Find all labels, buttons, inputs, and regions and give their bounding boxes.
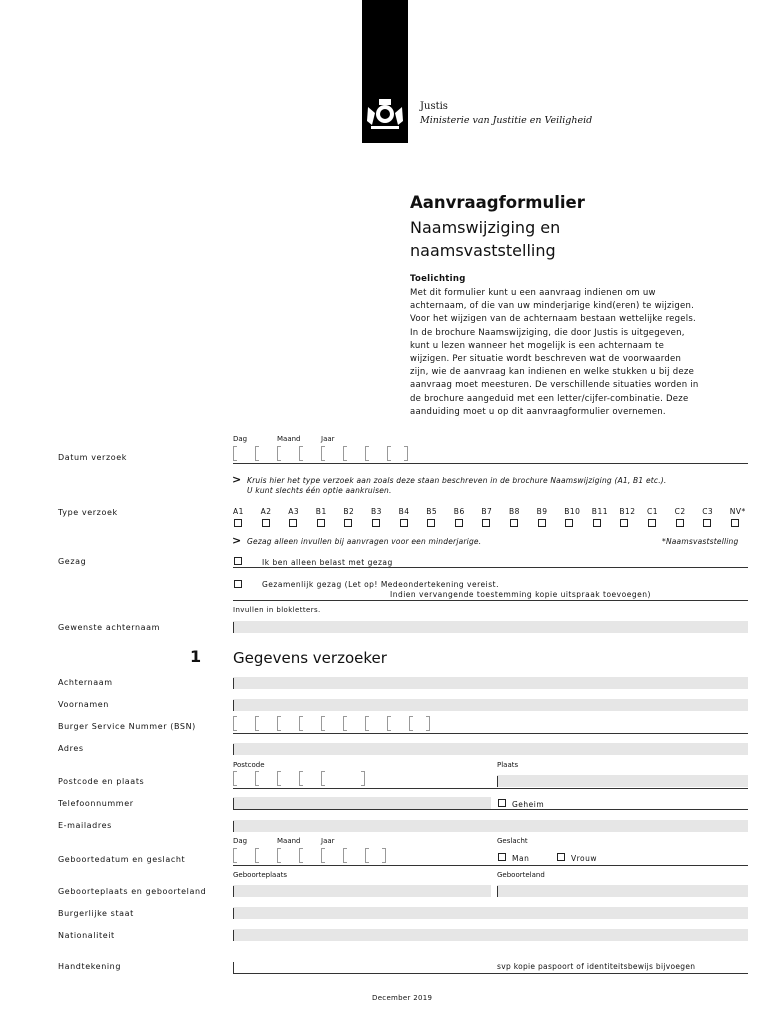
form-title: Aanvraagformulier xyxy=(410,193,585,212)
bsn-label: Burger Service Nummer (BSN) xyxy=(58,722,196,731)
divider xyxy=(233,733,748,734)
logo-bar xyxy=(362,0,408,143)
type-option-label: B1 xyxy=(315,507,327,516)
divider xyxy=(233,865,748,866)
type-option-checkbox[interactable] xyxy=(538,519,546,527)
vrouw-label: Vrouw xyxy=(571,854,598,863)
email-input[interactable] xyxy=(233,820,748,832)
divider xyxy=(233,600,748,601)
vrouw-checkbox[interactable] xyxy=(557,853,565,861)
geboortedatum-label: Geboortedatum en geslacht xyxy=(58,855,186,864)
type-option-checkbox[interactable] xyxy=(427,519,435,527)
geb-jaar-label: Jaar xyxy=(321,837,335,845)
footer-date: December 2019 xyxy=(372,994,433,1002)
arrow-icon: > xyxy=(232,473,242,486)
type-option-label: A3 xyxy=(288,507,300,516)
toelichting-heading: Toelichting xyxy=(410,274,466,284)
type-option-checkbox[interactable] xyxy=(262,519,270,527)
geboorteplaats-sublabel: Geboorteplaats xyxy=(233,871,288,879)
gezag-alleen-checkbox[interactable] xyxy=(234,557,242,565)
adres-input[interactable] xyxy=(233,743,748,755)
achternaam-input[interactable] xyxy=(233,677,748,689)
arrow-icon: > xyxy=(232,534,242,547)
type-option-label: B12 xyxy=(619,507,636,516)
nationaliteit-input[interactable] xyxy=(233,929,748,941)
man-checkbox[interactable] xyxy=(498,853,506,861)
geb-maand-label: Maand xyxy=(277,837,301,845)
type-option-label: B6 xyxy=(453,507,465,516)
type-option-label: B2 xyxy=(343,507,355,516)
type-instruction-2: U kunt slechts één optie aankruisen. xyxy=(247,486,392,495)
voornamen-label: Voornamen xyxy=(58,700,109,709)
adres-label: Adres xyxy=(58,744,84,753)
plaats-input[interactable] xyxy=(497,775,748,787)
nv-footnote: *Naamsvaststelling xyxy=(662,537,739,546)
gezag-alleen-label: Ik ben alleen belast met gezag xyxy=(262,558,393,567)
type-option-checkbox[interactable] xyxy=(676,519,684,527)
datum-maand-label: Maand xyxy=(277,435,301,443)
type-option-checkbox[interactable] xyxy=(400,519,408,527)
blokletters-hint: Invullen in blokletters. xyxy=(233,606,321,614)
type-option-checkbox[interactable] xyxy=(455,519,463,527)
datum-verzoek-label: Datum verzoek xyxy=(58,453,127,462)
divider xyxy=(233,973,748,974)
ministry-name: Ministerie van Justitie en Veiligheid xyxy=(420,115,593,126)
type-option-checkbox[interactable] xyxy=(731,519,739,527)
type-option-label: B5 xyxy=(426,507,438,516)
type-option-checkbox[interactable] xyxy=(648,519,656,527)
type-option-checkbox[interactable] xyxy=(372,519,380,527)
type-option-label: B11 xyxy=(591,507,608,516)
type-option-checkbox[interactable] xyxy=(482,519,490,527)
type-option-label: B10 xyxy=(564,507,581,516)
divider xyxy=(233,567,748,568)
telefoon-label: Telefoonnummer xyxy=(58,799,134,808)
gezag-gezamenlijk-checkbox[interactable] xyxy=(234,580,242,588)
geb-dag-label: Dag xyxy=(233,837,248,845)
org-name: Justis xyxy=(420,101,448,112)
nationaliteit-label: Nationaliteit xyxy=(58,931,115,940)
kopie-note: svp kopie paspoort of identiteitsbewijs bijvoegen xyxy=(497,962,696,971)
type-option-label: C3 xyxy=(702,507,714,516)
divider xyxy=(233,788,748,789)
datum-jaar-label: Jaar xyxy=(321,435,335,443)
gewenste-achternaam-input[interactable] xyxy=(233,621,748,633)
type-option-checkbox[interactable] xyxy=(620,519,628,527)
type-option-checkbox[interactable] xyxy=(703,519,711,527)
section-title: Gegevens verzoeker xyxy=(233,649,387,667)
gezag-note: Gezag alleen invullen bij aanvragen voor een minderjarige. xyxy=(247,537,482,546)
email-label: E-mailadres xyxy=(58,821,112,830)
datum-dag-label: Dag xyxy=(233,435,248,443)
type-option-checkbox[interactable] xyxy=(344,519,352,527)
type-option-label: C2 xyxy=(674,507,686,516)
postcode-plaats-label: Postcode en plaats xyxy=(58,777,145,786)
geboorteland-sublabel: Geboorteland xyxy=(497,871,545,879)
postcode-sublabel: Postcode xyxy=(233,761,265,769)
type-verzoek-label: Type verzoek xyxy=(58,508,118,517)
type-option-label: C1 xyxy=(647,507,659,516)
geboorteplaats-input[interactable] xyxy=(233,885,491,897)
form-subtitle-2: naamsvaststelling xyxy=(410,241,556,260)
type-option-checkbox[interactable] xyxy=(510,519,518,527)
coat-of-arms-icon xyxy=(362,93,408,133)
type-option-label: B7 xyxy=(481,507,493,516)
form-subtitle-1: Naamswijziging en xyxy=(410,218,561,237)
type-option-label: B3 xyxy=(371,507,382,516)
gezag-gezamenlijk-label-1: Gezamenlijk gezag (Let op! Medeondertekening vereist. xyxy=(262,580,499,589)
achternaam-label: Achternaam xyxy=(58,678,113,687)
type-option-label: B4 xyxy=(398,507,410,516)
type-option-checkbox[interactable] xyxy=(289,519,297,527)
handtekening-label: Handtekening xyxy=(58,962,122,971)
voornamen-input[interactable] xyxy=(233,699,748,711)
telefoon-input[interactable] xyxy=(233,797,491,809)
toelichting-text: Met dit formulier kunt u een aanvraag indienen om uw achternaam, of die van uw minderjarige kind(eren) te wijzigen. Voor het wijzigen van de achternaam bestaan wettelijke regels. In de brochure Naamswijziging, die door Justis is uitgegeven, kunt u lezen wanneer het mogelijk is een achternaam te wijzigen. Per situatie wordt beschreven wat de voorwaarden zijn, wie de aanvraag kan indienen en welke stukken u bij deze aanvraag moet meesturen. De verschillende situaties worden in de brochure aangeduid met een letter/cijfer-combinatie. Deze aanduiding moet u op dit aanvraagformulier overnemen. xyxy=(410,288,699,417)
section-number: 1 xyxy=(190,647,202,666)
gewenste-achternaam-label: Gewenste achternaam xyxy=(58,623,161,632)
divider xyxy=(233,809,748,810)
gezag-label: Gezag xyxy=(58,557,87,566)
plaats-sublabel: Plaats xyxy=(497,761,519,769)
geboorteland-input[interactable] xyxy=(497,885,748,897)
geslacht-sublabel: Geslacht xyxy=(497,837,528,845)
type-option-checkbox[interactable] xyxy=(565,519,573,527)
burgerlijke-staat-input[interactable] xyxy=(233,907,748,919)
type-option-label: B8 xyxy=(509,507,520,516)
type-option-checkbox[interactable] xyxy=(234,519,242,527)
geboorteplaats-land-label: Geboorteplaats en geboorteland xyxy=(58,887,207,896)
type-option-label: B9 xyxy=(536,507,548,516)
divider xyxy=(233,463,748,464)
geheim-label: Geheim xyxy=(512,800,545,809)
type-instruction-1: Kruis hier het type verzoek aan zoals deze staan beschreven in de brochure Naamswijziging (A1, B1 etc.). xyxy=(247,476,667,485)
type-option-label: NV* xyxy=(729,507,746,516)
type-option-label: A1 xyxy=(233,507,244,516)
type-option-checkbox[interactable] xyxy=(317,519,325,527)
type-option-checkbox[interactable] xyxy=(593,519,601,527)
type-option-label: A2 xyxy=(260,507,272,516)
man-label: Man xyxy=(512,854,530,863)
geheim-checkbox[interactable] xyxy=(498,799,506,807)
burgerlijke-staat-label: Burgerlijke staat xyxy=(58,909,134,918)
gezag-gezamenlijk-label-2: Indien vervangende toestemming kopie uitspraak toevoegen) xyxy=(390,590,651,599)
